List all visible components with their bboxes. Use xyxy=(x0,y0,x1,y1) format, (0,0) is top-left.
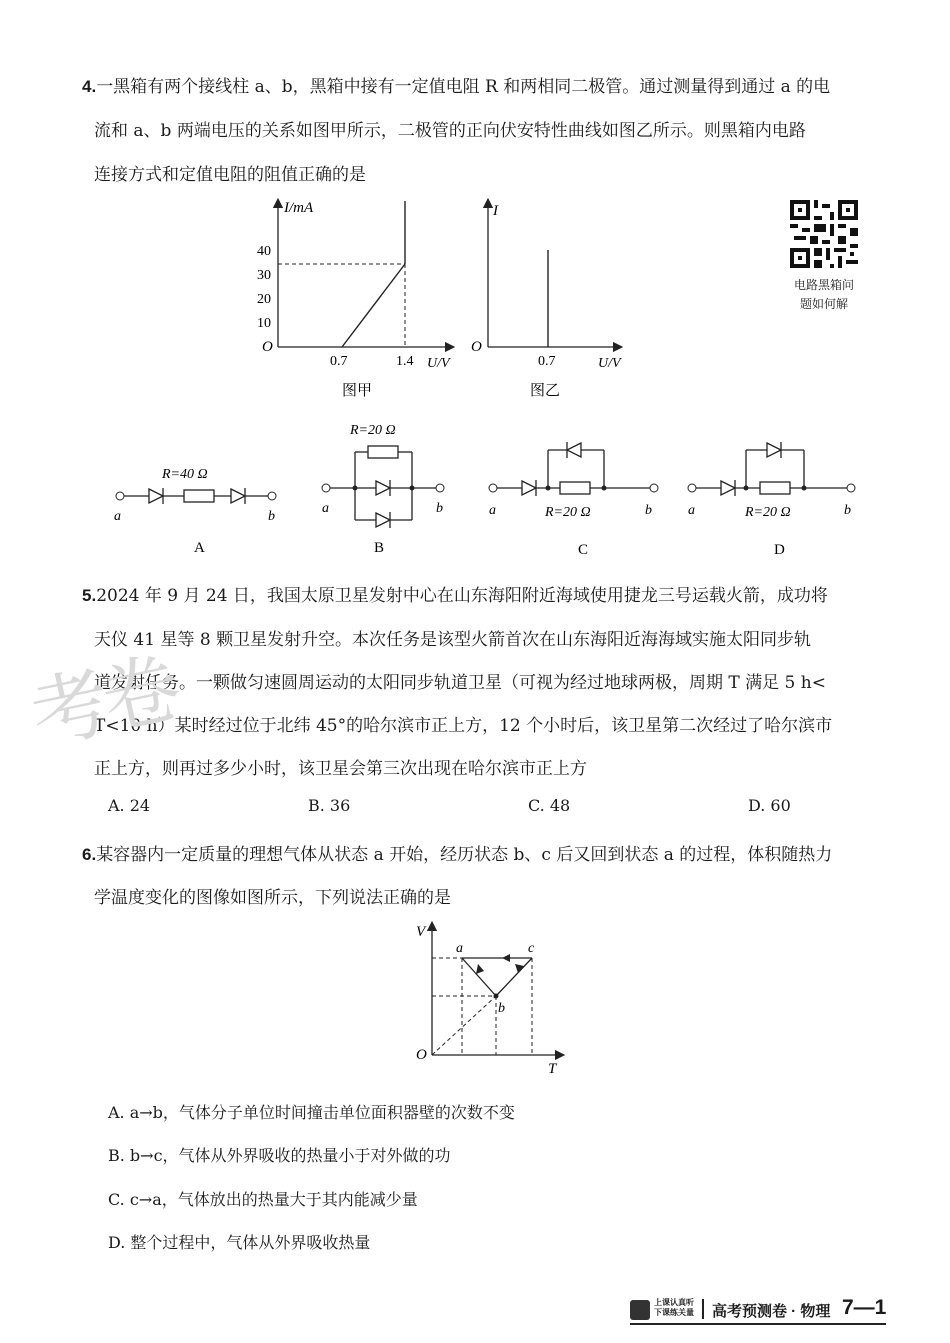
resistor-label-d: R=20 Ω xyxy=(745,505,791,520)
graph-jia xyxy=(240,195,470,400)
terminal-b-c: b xyxy=(645,503,652,518)
circuit-b[interactable] xyxy=(322,423,444,556)
circuit-a[interactable] xyxy=(114,467,276,556)
origin-label: O xyxy=(416,1047,427,1063)
y-axis-label: V xyxy=(416,924,426,940)
qr-code-icon xyxy=(790,200,858,268)
caption-jia: 图甲 xyxy=(342,383,373,399)
process-a-b xyxy=(462,958,496,996)
q4-line1: 4.一黑箱有两个接线柱 a、b，黑箱中接有一定值电阻 R 和两相同二极管。通过测量得到通过 a 的电 xyxy=(82,77,831,97)
terminal-a-a: a xyxy=(114,509,121,524)
terminal-b-a: b xyxy=(268,509,275,524)
x-axis-label: U/V xyxy=(598,356,621,371)
resistor-label-c: R=20 Ω xyxy=(545,505,591,520)
footer-title: 高考预测卷 · 物理 xyxy=(712,1303,831,1320)
linear-curve xyxy=(342,264,405,347)
point-c: c xyxy=(528,941,535,956)
y-tick-40: 40 xyxy=(257,244,271,259)
y-tick-20: 20 xyxy=(257,292,271,307)
q6-line1: 6.某容器内一定质量的理想气体从状态 a 开始，经历状态 b、c 后又回到状态 a 的过程，体积随热力 xyxy=(82,845,833,865)
x-tick-1.4: 1.4 xyxy=(396,354,414,369)
terminal-a-c: a xyxy=(489,503,496,518)
circuit-options xyxy=(100,410,880,560)
q5-number: 5. xyxy=(82,586,97,605)
y-tick-30: 30 xyxy=(257,268,271,283)
circuit-c[interactable] xyxy=(489,442,658,558)
q4-line2: 流和 a、b 两端电压的关系如图甲所示，二极管的正向伏安特性曲线如图乙所示。则黑箱内电路 xyxy=(94,121,806,141)
resistor-label-b: R=20 Ω xyxy=(350,423,396,438)
q5-line1: 5.2024 年 9 月 24 日，我国太原卫星发射中心在山东海阳附近海域使用捷龙三号运载火箭，成功将 xyxy=(82,586,828,606)
y-axis-label: I xyxy=(493,203,498,219)
option-label-b: B xyxy=(374,540,385,556)
q6-line2: 学温度变化的图像如图所示，下列说法正确的是 xyxy=(94,888,451,908)
q6-number: 6. xyxy=(82,845,97,864)
q5-line4: T<10 h）某时经过位于北纬 45°的哈尔滨市正上方，12 个小时后，该卫星第二次经过了哈尔滨市 xyxy=(94,716,833,736)
option-label-d: D xyxy=(774,542,785,558)
q5-option-b[interactable]: B. 36 xyxy=(308,796,351,815)
q5-line2: 天仪 41 星等 8 颗卫星发射升空。本次任务是该型火箭首次在山东海阳近海海域实施太阳同步轨 xyxy=(94,630,812,650)
x-axis-label: U/V xyxy=(427,356,450,371)
q6-option-a[interactable]: A. a→b，气体分子单位时间撞击单位面积器壁的次数不变 xyxy=(108,1103,515,1122)
footer-logo-icon xyxy=(630,1300,650,1320)
q4-number: 4. xyxy=(82,77,97,96)
q5-option-d[interactable]: D. 60 xyxy=(748,796,791,815)
point-b: b xyxy=(498,1001,505,1016)
x-tick-0.7: 0.7 xyxy=(330,354,348,369)
circuit-d[interactable] xyxy=(688,442,855,558)
q5-option-a[interactable]: A. 24 xyxy=(108,796,151,815)
vt-graph xyxy=(410,920,580,1080)
page-footer xyxy=(630,1296,890,1324)
footer-slogan: 上课认真听 下课练关量 xyxy=(654,1298,694,1317)
terminal-b-b: b xyxy=(436,501,443,516)
q6-option-b[interactable]: B. b→c，气体从外界吸收的热量小于对外做的功 xyxy=(108,1146,451,1165)
point-a: a xyxy=(456,941,463,956)
footer-underline xyxy=(630,1323,886,1325)
qr-caption: 电路黑箱问 题如何解 xyxy=(793,278,854,311)
qr-code[interactable] xyxy=(790,200,858,268)
q5-line5: 正上方，则再过多少小时，该卫星会第三次出现在哈尔滨市正上方 xyxy=(94,759,587,779)
q4-line3: 连接方式和定值电阻的阻值正确的是 xyxy=(94,165,366,185)
graph-yi xyxy=(468,195,638,400)
terminal-a-b: a xyxy=(322,501,329,516)
y-axis-label: I/mA xyxy=(284,200,314,216)
q6-option-c[interactable]: C. c→a，气体放出的热量大于其内能减少量 xyxy=(108,1190,418,1209)
resistor-label-a: R=40 Ω xyxy=(162,467,208,482)
process-b-c xyxy=(496,958,532,996)
q5-option-c[interactable]: C. 48 xyxy=(528,796,571,815)
x-axis-label: T xyxy=(548,1061,557,1077)
x-tick-0.7: 0.7 xyxy=(538,354,556,369)
footer-page-number: 7—1 xyxy=(842,1296,887,1319)
footer-divider xyxy=(702,1299,704,1319)
terminal-a-d: a xyxy=(688,503,695,518)
origin-label: O xyxy=(262,339,273,355)
watermark: 考卷 xyxy=(23,643,184,762)
terminal-b-d: b xyxy=(844,503,851,518)
option-label-c: C xyxy=(578,542,589,558)
q5-line3: 道发射任务。一颗做匀速圆周运动的太阳同步轨道卫星（可视为经过地球两极，周期 T 满足 5 h< xyxy=(94,673,826,693)
y-tick-10: 10 xyxy=(257,316,271,331)
origin-label: O xyxy=(471,339,482,355)
q6-option-d[interactable]: D. 整个过程中，气体从外界吸收热量 xyxy=(108,1233,371,1252)
option-label-a: A xyxy=(194,540,205,556)
caption-yi: 图乙 xyxy=(530,383,561,399)
